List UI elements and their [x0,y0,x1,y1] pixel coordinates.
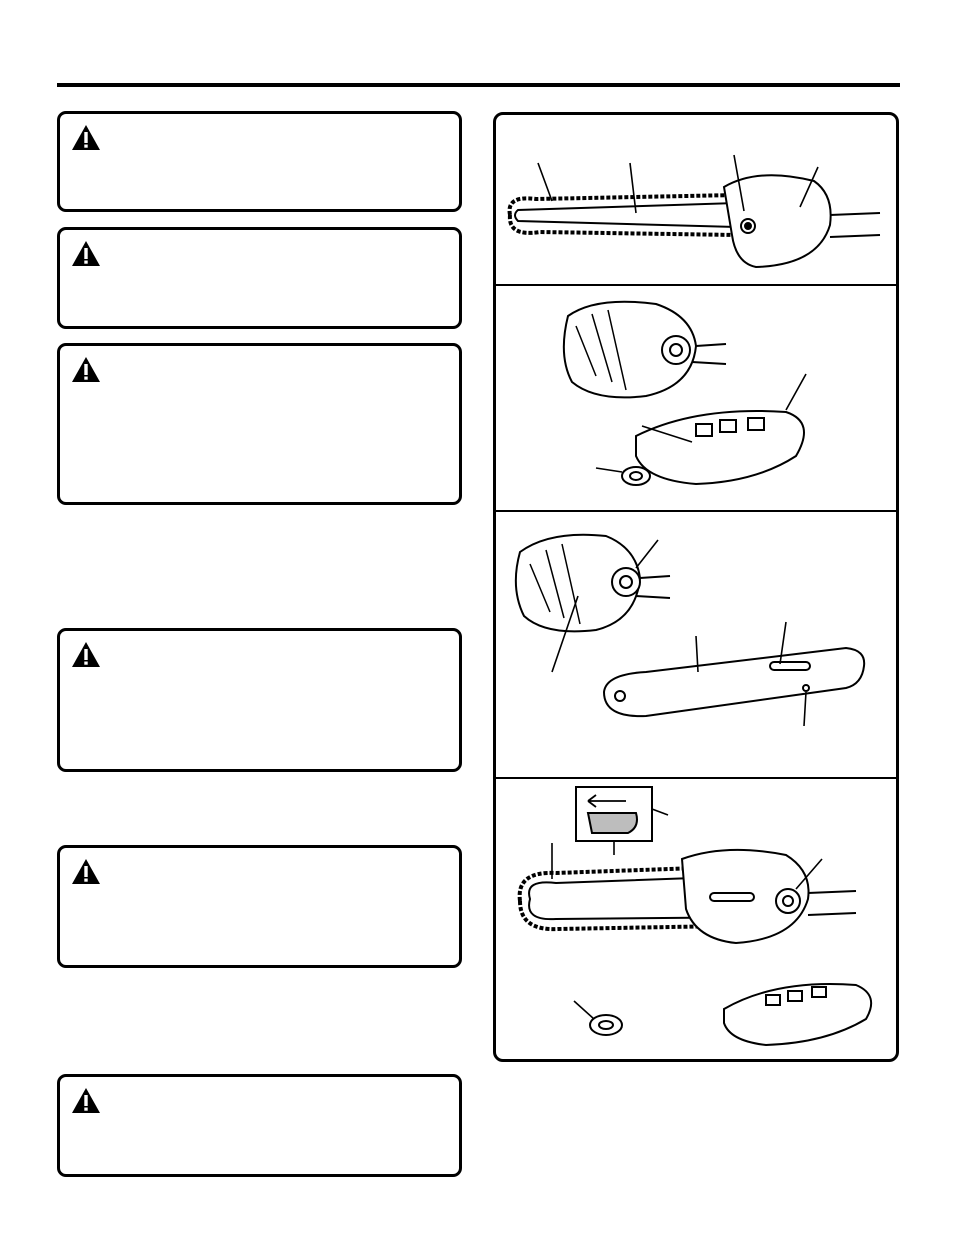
figure-3-bar-and-sprocket [496,512,896,777]
warning-triangle-icon [71,858,101,885]
warning-triangle-icon [71,240,101,267]
warning-box-6 [57,1074,462,1177]
top-rule [57,83,900,87]
figure-2-cover-removed [496,286,896,510]
figure-4-chain-installed [496,779,896,1062]
figure-1-assembled-head [496,115,896,284]
warning-box-1 [57,111,462,212]
warning-triangle-icon [71,356,101,383]
figure-panel [493,112,899,1062]
warning-box-4 [57,628,462,772]
warning-box-5 [57,845,462,968]
warning-triangle-icon [71,1087,101,1114]
warning-box-2 [57,227,462,329]
warning-box-3 [57,343,462,505]
warning-triangle-icon [71,641,101,668]
warning-triangle-icon [71,124,101,151]
